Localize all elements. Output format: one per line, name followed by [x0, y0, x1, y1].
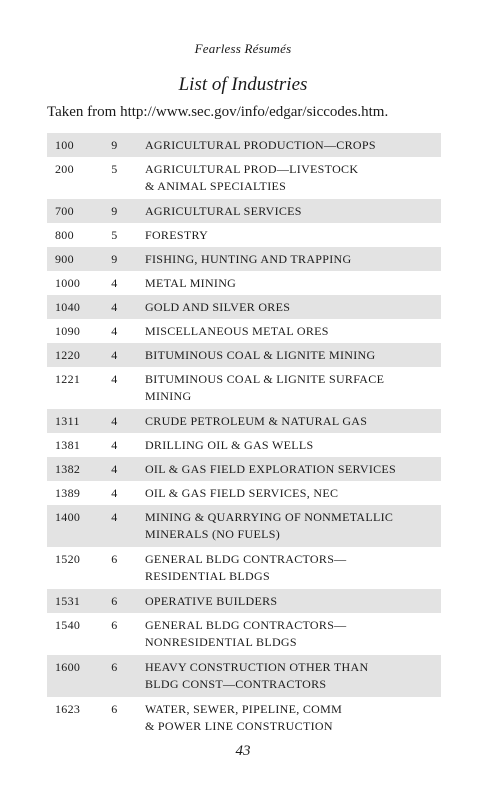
industry-title-line: FISHING, HUNTING AND TRAPPING [144, 252, 352, 266]
table-row [47, 547, 441, 589]
table-row [47, 481, 441, 505]
industry-title-line: BLDG CONST—CONTRACTORS [144, 677, 327, 691]
page-title: List of Industries [178, 74, 308, 95]
sic-code-cell: 100 [47, 133, 111, 157]
table-row [47, 589, 441, 613]
table-row [47, 697, 441, 739]
table-row [47, 655, 441, 697]
sic-code-cell: 1040 [47, 295, 111, 319]
sic-code-cell: 1540 [55, 618, 81, 632]
table-row [47, 613, 441, 655]
industry-title-cell [145, 697, 441, 739]
office-cell: 4 [111, 324, 118, 338]
table-row [47, 247, 441, 271]
industry-title-line: OIL & GAS FIELD EXPLORATION SERVICES [144, 462, 397, 476]
table-row [47, 367, 441, 409]
table-row [47, 457, 441, 481]
table-row [47, 223, 441, 247]
industry-title-cell [145, 505, 441, 547]
office-cell: 6 [111, 552, 118, 566]
industry-title-line: AGRICULTURAL SERVICES [144, 204, 302, 218]
industry-title-cell [145, 133, 441, 157]
industry-table-body [47, 133, 441, 739]
running-head: Fearless Résumés [194, 41, 292, 56]
table-row [47, 409, 441, 433]
office-cell: 4 [111, 409, 145, 433]
office-cell: 9 [111, 199, 145, 223]
industry-title-cell [145, 343, 441, 367]
industry-title-cell [145, 655, 441, 697]
industry-title-cell [145, 457, 441, 481]
industry-title-cell [145, 199, 441, 223]
office-cell: 4 [111, 505, 145, 547]
table-row [47, 343, 441, 367]
industry-title-cell [145, 547, 441, 589]
sic-code-cell: 1600 [47, 655, 111, 697]
office-cell: 4 [111, 276, 118, 290]
office-cell: 5 [111, 228, 118, 242]
industry-title-line: MISCELLANEOUS METAL ORES [144, 324, 329, 338]
office-cell: 6 [111, 702, 118, 716]
industry-title-line: OIL & GAS FIELD SERVICES, NEC [144, 486, 339, 500]
office-cell: 4 [111, 486, 118, 500]
sic-code-cell: 1311 [47, 409, 111, 433]
industry-title-line: FORESTRY [144, 228, 209, 242]
sic-code-cell: 700 [47, 199, 111, 223]
sic-code-cell: 1400 [47, 505, 111, 547]
table-row [47, 199, 441, 223]
industry-title-line: NONRESIDENTIAL BLDGS [144, 635, 297, 649]
industry-title-line: GENERAL BLDG CONTRACTORS— [144, 552, 347, 566]
industry-title-cell [145, 367, 441, 409]
industry-title-line: AGRICULTURAL PROD—LIVESTOCK [144, 162, 359, 176]
industry-title-line: BITUMINOUS COAL & LIGNITE MINING [144, 348, 376, 362]
industry-title-cell [145, 589, 441, 613]
sic-code-cell: 900 [47, 247, 111, 271]
office-cell: 5 [111, 162, 118, 176]
office-cell: 9 [111, 247, 145, 271]
industry-title-cell [145, 157, 441, 199]
industry-title-line: DRILLING OIL & GAS WELLS [144, 438, 314, 452]
office-cell: 4 [111, 295, 145, 319]
industry-title-cell [145, 295, 441, 319]
sic-code-cell: 1221 [55, 372, 81, 386]
office-cell: 4 [111, 372, 118, 386]
industry-title-line: GOLD AND SILVER ORES [144, 300, 291, 314]
industry-title-line: & POWER LINE CONSTRUCTION [144, 719, 333, 733]
industry-title-cell [145, 247, 441, 271]
industry-title-line: MINING & QUARRYING OF NONMETALLIC [144, 510, 394, 524]
table-row [47, 319, 441, 343]
industry-title-line: METAL MINING [144, 276, 237, 290]
sic-code-cell: 1389 [55, 486, 81, 500]
sic-code-cell: 1382 [47, 457, 111, 481]
industry-title-line: MINERALS (NO FUELS) [144, 527, 281, 541]
industry-title-cell [145, 433, 441, 457]
industry-title-line: RESIDENTIAL BLDGS [144, 569, 270, 583]
industry-title-line: MINING [144, 389, 192, 403]
sic-code-cell: 1220 [47, 343, 111, 367]
sic-code-cell: 1520 [55, 552, 81, 566]
industry-title-line: HEAVY CONSTRUCTION OTHER THAN [144, 660, 369, 674]
industry-title-cell [145, 271, 441, 295]
industry-title-cell [145, 223, 441, 247]
table-row [47, 133, 441, 157]
industry-title-line: GENERAL BLDG CONTRACTORS— [144, 618, 347, 632]
table-row [47, 433, 441, 457]
office-cell: 6 [111, 655, 145, 697]
table-row [47, 505, 441, 547]
industry-title-cell [145, 481, 441, 505]
table-row [47, 271, 441, 295]
industry-table [47, 133, 441, 739]
office-cell: 4 [111, 343, 145, 367]
source-line: Taken from http://www.sec.gov/info/edgar/siccodes.htm. [47, 104, 389, 120]
sic-code-cell: 800 [55, 228, 74, 242]
sic-code-cell: 1531 [47, 589, 111, 613]
sic-code-cell: 1623 [55, 702, 81, 716]
table-row [47, 295, 441, 319]
sic-code-cell: 1090 [55, 324, 81, 338]
sic-code-cell: 1381 [55, 438, 81, 452]
industry-title-line: CRUDE PETROLEUM & NATURAL GAS [144, 414, 368, 428]
sic-code-cell: 200 [55, 162, 74, 176]
office-cell: 9 [111, 133, 145, 157]
industry-title-line: & ANIMAL SPECIALTIES [144, 179, 287, 193]
office-cell: 6 [111, 618, 118, 632]
page-number: 43 [235, 743, 251, 759]
industry-title-line: OPERATIVE BUILDERS [144, 594, 278, 608]
office-cell: 4 [111, 457, 145, 481]
sic-code-cell: 1000 [55, 276, 81, 290]
office-cell: 4 [111, 438, 118, 452]
industry-title-cell [145, 613, 441, 655]
industry-title-line: BITUMINOUS COAL & LIGNITE SURFACE [144, 372, 385, 386]
industry-title-line: AGRICULTURAL PRODUCTION—CROPS [144, 138, 376, 152]
table-row [47, 157, 441, 199]
office-cell: 6 [111, 589, 145, 613]
industry-title-cell [145, 319, 441, 343]
industry-title-line: WATER, SEWER, PIPELINE, COMM [144, 702, 343, 716]
industry-title-cell [145, 409, 441, 433]
